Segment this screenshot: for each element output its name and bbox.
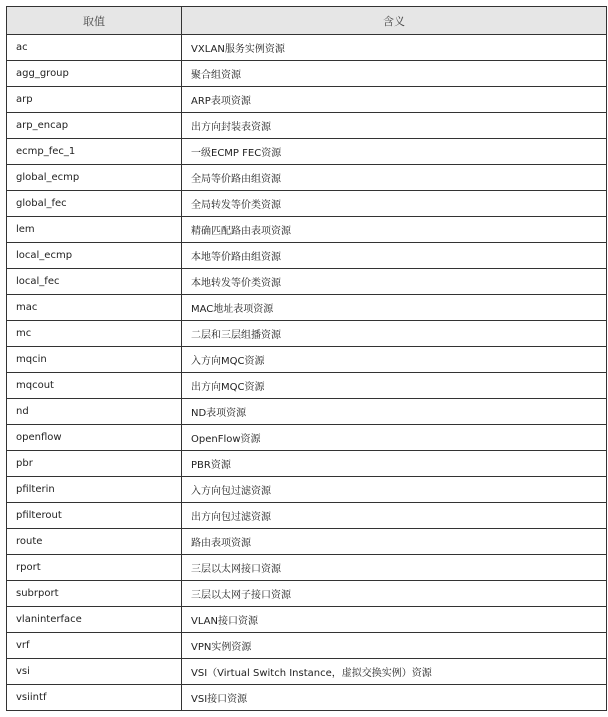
table-row <box>7 555 607 581</box>
value-cell: vsiintf <box>7 685 182 711</box>
value-cell: vlaninterface <box>7 607 182 633</box>
value-cell: mqcout <box>7 373 182 399</box>
column-header-value: 取值 <box>7 7 182 35</box>
meaning-cell: 出方向包过滤资源 <box>182 503 607 529</box>
table-row <box>7 295 607 321</box>
meaning-cell: ND表项资源 <box>182 399 607 425</box>
table-row <box>7 165 607 191</box>
value-cell: lem <box>7 217 182 243</box>
meaning-cell: 出方向封装表资源 <box>182 113 607 139</box>
table-row <box>7 503 607 529</box>
table-row <box>7 581 607 607</box>
meaning-cell: 全局等价路由组资源 <box>182 165 607 191</box>
meaning-cell: 三层以太网接口资源 <box>182 555 607 581</box>
table-row <box>7 217 607 243</box>
table-row <box>7 269 607 295</box>
meaning-cell: 二层和三层组播资源 <box>182 321 607 347</box>
value-cell: arp_encap <box>7 113 182 139</box>
value-cell: global_fec <box>7 191 182 217</box>
meaning-cell: VSI（Virtual Switch Instance，虚拟交换实例）资源 <box>182 659 607 685</box>
table-row <box>7 399 607 425</box>
table-row <box>7 321 607 347</box>
value-cell: local_fec <box>7 269 182 295</box>
value-cell: mc <box>7 321 182 347</box>
table-row <box>7 113 607 139</box>
table-row <box>7 607 607 633</box>
value-cell: route <box>7 529 182 555</box>
meaning-cell: ARP表项资源 <box>182 87 607 113</box>
table-row <box>7 529 607 555</box>
table-row <box>7 347 607 373</box>
meaning-cell: 三层以太网子接口资源 <box>182 581 607 607</box>
value-cell: vsi <box>7 659 182 685</box>
table-header-row <box>7 7 607 35</box>
table-row <box>7 659 607 685</box>
resource-table-container <box>6 6 606 711</box>
value-cell: pfilterin <box>7 477 182 503</box>
column-header-meaning: 含义 <box>182 7 607 35</box>
table-row <box>7 373 607 399</box>
value-cell: agg_group <box>7 61 182 87</box>
value-cell: pbr <box>7 451 182 477</box>
value-cell: nd <box>7 399 182 425</box>
meaning-cell: VXLAN服务实例资源 <box>182 35 607 61</box>
table-row <box>7 61 607 87</box>
meaning-cell: OpenFlow资源 <box>182 425 607 451</box>
meaning-cell: 入方向MQC资源 <box>182 347 607 373</box>
table-row <box>7 191 607 217</box>
meaning-cell: 出方向MQC资源 <box>182 373 607 399</box>
meaning-cell: PBR资源 <box>182 451 607 477</box>
table-body <box>7 35 607 711</box>
meaning-cell: 入方向包过滤资源 <box>182 477 607 503</box>
value-cell: global_ecmp <box>7 165 182 191</box>
value-cell: subrport <box>7 581 182 607</box>
table-row <box>7 87 607 113</box>
resource-table <box>6 6 607 711</box>
value-cell: vrf <box>7 633 182 659</box>
meaning-cell: 一级ECMP FEC资源 <box>182 139 607 165</box>
value-cell: ecmp_fec_1 <box>7 139 182 165</box>
value-cell: rport <box>7 555 182 581</box>
table-row <box>7 685 607 711</box>
meaning-cell: VPN实例资源 <box>182 633 607 659</box>
table-row <box>7 477 607 503</box>
value-cell: mac <box>7 295 182 321</box>
meaning-cell: 路由表项资源 <box>182 529 607 555</box>
value-cell: ac <box>7 35 182 61</box>
meaning-cell: VLAN接口资源 <box>182 607 607 633</box>
table-row <box>7 425 607 451</box>
value-cell: mqcin <box>7 347 182 373</box>
meaning-cell: 本地等价路由组资源 <box>182 243 607 269</box>
table-row <box>7 633 607 659</box>
table-row <box>7 139 607 165</box>
value-cell: arp <box>7 87 182 113</box>
table-row <box>7 35 607 61</box>
value-cell: local_ecmp <box>7 243 182 269</box>
meaning-cell: 聚合组资源 <box>182 61 607 87</box>
meaning-cell: 本地转发等价类资源 <box>182 269 607 295</box>
meaning-cell: MAC地址表项资源 <box>182 295 607 321</box>
meaning-cell: VSI接口资源 <box>182 685 607 711</box>
value-cell: pfilterout <box>7 503 182 529</box>
value-cell: openflow <box>7 425 182 451</box>
meaning-cell: 精确匹配路由表项资源 <box>182 217 607 243</box>
meaning-cell: 全局转发等价类资源 <box>182 191 607 217</box>
table-row <box>7 451 607 477</box>
table-row <box>7 243 607 269</box>
